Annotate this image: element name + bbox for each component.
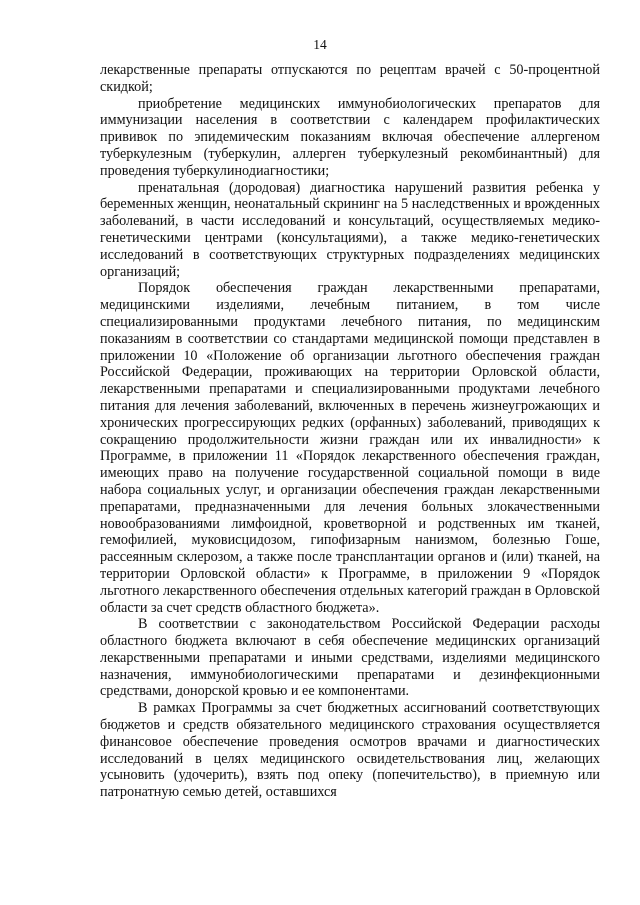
paragraph-drug-provision-procedure: Порядок обеспечения граждан лекарственными препаратами, медицинскими изделиями, лечебным питанием, в том числе специализированными продуктами лечебного питания, по медицинским показаниям в соответствии со стандартами медицинской помощи представлен в приложении 10 «Положение об организации льготного обеспечения граждан Российской Федерации, проживающих на территории Орловской области, лекарственными препаратами и специализированными продуктами лечебного питания для лечения заболеваний, включенных в перечень жизнеугрожающих и хронических прогрессирующих редких (орфанных) заболеваний, приводящих к сокращению продолжительности жизни граждан или их инвалидности» к Программе, в приложении 11 «Порядок лекарственного обеспечения граждан, имеющих право на получение государственной социальной помощи в виде набора социальных услуг, и организации обеспечения граждан лекарственными препаратами, предназначенными для лечения больных злокачественными новообразованиями лимфоидной, кроветворной и родственных им тканей, гемофилией, муковисцидозом, гипофизарным нанизмом, болезнью Гоше, рассеянным склерозом, а также после трансплантации органов и (или) тканей, на территории Орловской области» к Программе, в приложении 9 «Порядок льготного лекарственного обеспечения отдельных категорий граждан в Орловской области за счет средств областного бюджета». <box>100 280 600 616</box>
paragraph-immunization: приобретение медицинских иммунобиологических препаратов для иммунизации населения в соответствии с календарем профилактических прививок по эпидемическим показаниям включая обеспечение аллергеном туберкулезным (туберкулин, аллерген туберкулезный рекомбинантный) для проведения туберкулинодиагностики; <box>100 95 600 179</box>
paragraph-continuation: лекарственные препараты отпускаются по рецептам врачей с 50-процентной скидкой; <box>100 62 600 95</box>
paragraph-regional-budget-expenses: В соответствии с законодательством Российской Федерации расходы областного бюджета включают в себя обеспечение медицинских организаций лекарственными препаратами и иными средствами, изделиями медицинского назначения, иммунобиологическими препаратами и дезинфекционными средствами, донорской кровью и ее компонентами. <box>100 616 600 700</box>
document-body <box>100 62 600 801</box>
paragraph-medical-examinations: В рамках Программы за счет бюджетных ассигнований соответствующих бюджетов и средств обязательного медицинского страхования осуществляется финансовое обеспечение проведения осмотров врачами и диагностических исследований в целях медицинского освидетельствования лиц, желающих усыновить (удочерить), взять под опеку (попечительство), в приемную или патронатную семью детей, оставшихся <box>100 700 600 801</box>
page-number: 14 <box>313 37 327 52</box>
paragraph-prenatal-diagnostics: пренатальная (дородовая) диагностика нарушений развития ребенка у беременных женщин, неонатальный скрининг на 5 наследственных и врожденных заболеваний, в части исследований и консультаций, осуществляемых медико-генетическими центрами (консультациями), а также медико-генетических исследований в соответствующих структурных подразделениях медицинских организаций; <box>100 179 600 280</box>
